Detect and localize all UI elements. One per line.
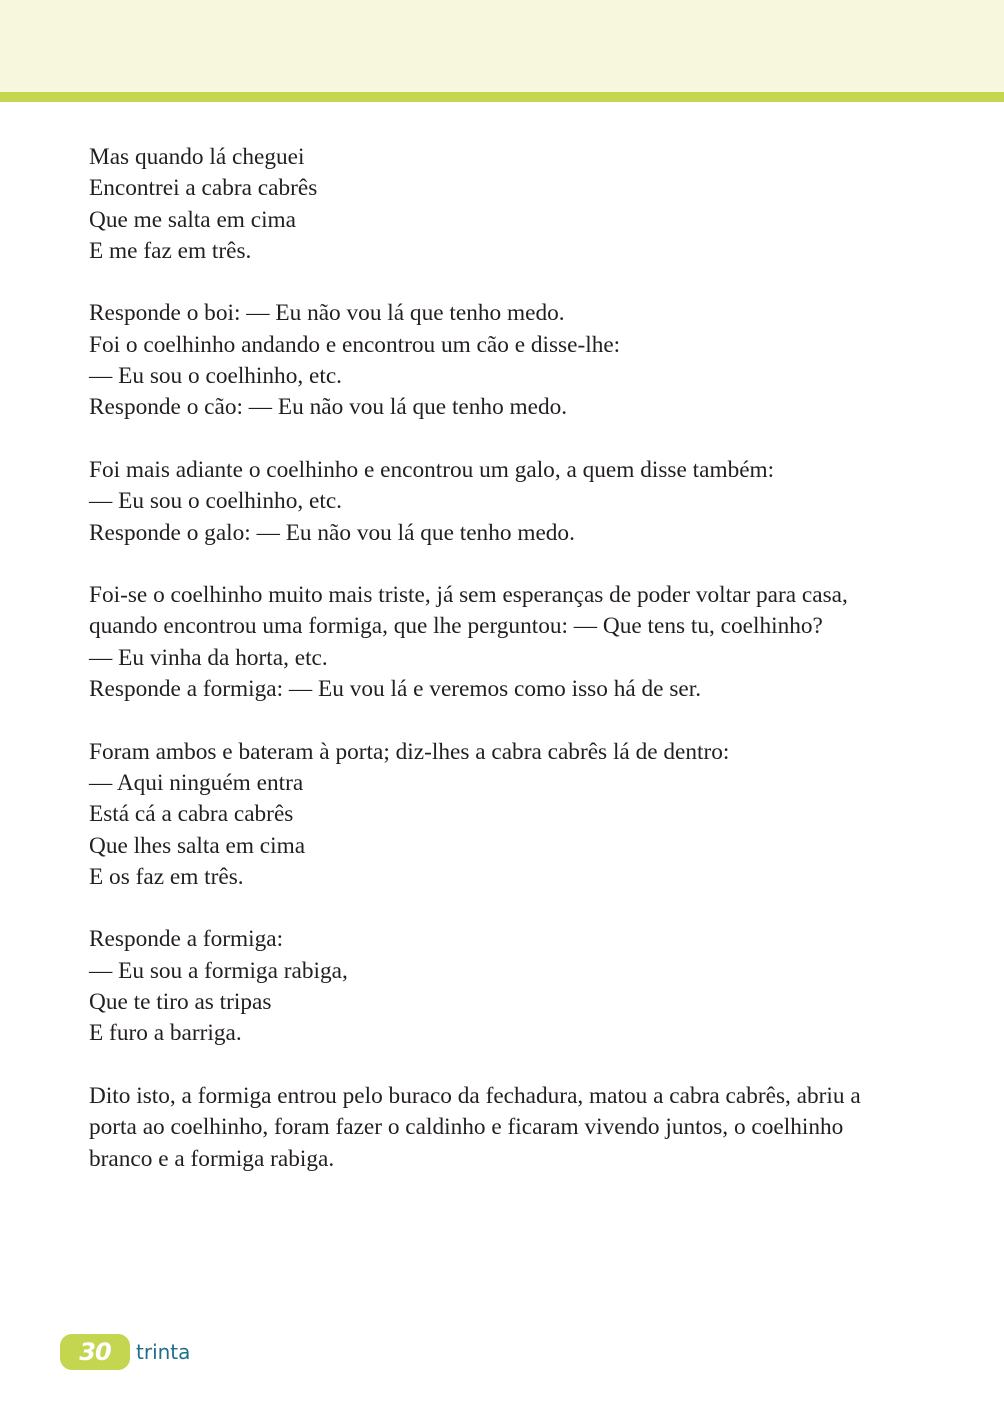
text-line: E os faz em três. (89, 863, 244, 890)
text-line: — Eu vinha da horta, etc. (89, 644, 328, 671)
stanza-1 (89, 142, 919, 267)
text-line: Foi o coelhinho andando e encontrou um cão e disse-lhe: (89, 331, 621, 358)
text-line: Responde a formiga: — Eu vou lá e veremos como isso há de ser. (89, 676, 702, 703)
stanza-2 (89, 298, 919, 423)
text-line: E furo a barriga. (89, 1020, 242, 1047)
text-line: Que me salta em cima (89, 206, 296, 233)
stanza-4 (89, 580, 919, 705)
text-line: Que te tiro as tripas (89, 989, 272, 1016)
story-text (89, 142, 919, 1206)
text-line: Que lhes salta em cima (89, 832, 306, 859)
text-line: — Eu sou o coelhinho, etc. (89, 488, 342, 515)
text-line: — Eu sou o coelhinho, etc. (89, 363, 342, 390)
page-number-badge: 30 (60, 1334, 130, 1370)
text-line: E me faz em três. (89, 237, 252, 264)
text-line: Mas quando lá cheguei (89, 144, 305, 170)
text-line: — Eu sou a formiga rabiga, (89, 957, 348, 984)
text-line: Responde o galo: — Eu não vou lá que tenho medo. (89, 519, 575, 546)
text-line: Responde o boi: — Eu não vou lá que tenho medo. (89, 300, 565, 327)
page-number-word: trinta (136, 1340, 191, 1364)
text-line: Foram ambos e bateram à porta; diz-lhes a cabra cabrês lá de dentro: (89, 738, 730, 765)
stanza-6 (89, 924, 919, 1049)
text-line: Responde a formiga: (89, 926, 284, 953)
text-line: — Aqui ninguém entra (89, 769, 304, 796)
text-line: Foi-se o coelhinho muito mais triste, já sem esperanças de poder voltar para casa, (89, 582, 848, 609)
text-line: Está cá a cabra cabrês (89, 801, 294, 828)
text-line: quando encontrou uma formiga, que lhe perguntou: — Que tens tu, coelhinho? (89, 613, 823, 640)
text-line: Encontrei a cabra cabrês (89, 175, 318, 202)
text-line: branco e a formiga rabiga. (89, 1145, 335, 1172)
stanza-5 (89, 737, 919, 893)
text-line: Foi mais adiante o coelhinho e encontrou um galo, a quem disse também: (89, 456, 775, 483)
text-line: Dito isto, a formiga entrou pelo buraco da fechadura, matou a cabra cabrês, abriu a (89, 1082, 861, 1109)
text-line: Responde o cão: — Eu não vou lá que tenho medo. (89, 394, 568, 421)
page-footer (60, 1334, 190, 1370)
header-band (0, 0, 1004, 92)
stanza-3 (89, 455, 919, 549)
header-rule (0, 92, 1004, 102)
text-line: porta ao coelhinho, foram fazer o caldinho e ficaram vivendo juntos, o coelhinho (89, 1114, 844, 1141)
stanza-7 (89, 1081, 919, 1175)
